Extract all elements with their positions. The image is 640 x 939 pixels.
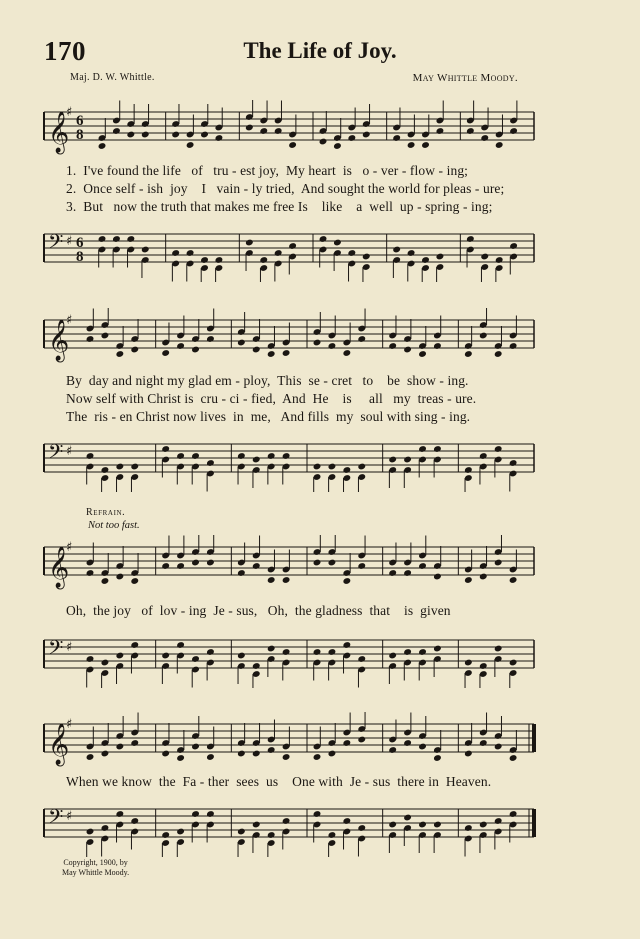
treble-staff-1 [40, 100, 540, 160]
refrain-label: Refrain. [86, 507, 126, 518]
note-head [101, 750, 110, 758]
note-head [494, 645, 503, 653]
note-head [479, 662, 488, 670]
note-head [403, 456, 412, 464]
note-head [333, 142, 342, 150]
note-head [357, 335, 366, 343]
note-head [403, 346, 412, 354]
note-head [115, 652, 124, 660]
note-head [115, 743, 124, 751]
note-head [480, 253, 489, 261]
note-head [509, 576, 518, 584]
note-head [313, 753, 322, 761]
note-head [418, 350, 427, 358]
treble-clef: 𝄞 [48, 112, 70, 153]
note-head [176, 641, 185, 649]
verse-1-line-1: 1. I've found the life of tru - est joy, My heart is o - ver - flow - ing; [66, 163, 469, 178]
key-signature-sharp: ♯ [66, 809, 73, 824]
note-head [267, 746, 276, 754]
note-head [328, 648, 337, 656]
note-head [115, 463, 124, 471]
note-head [480, 134, 489, 142]
copyright-line-1: Copyright, 1900, by [63, 858, 128, 867]
bass-clef: 𝄢 [48, 805, 64, 833]
note-head [319, 235, 328, 243]
note-head [509, 127, 518, 135]
note-head [494, 559, 503, 567]
note-head [288, 242, 297, 250]
note-head [86, 335, 95, 343]
note-head [313, 339, 322, 347]
key-signature-sharp: ♯ [66, 717, 73, 732]
note-head [176, 452, 185, 460]
bass-clef: 𝄢 [48, 440, 64, 468]
note-head [282, 349, 291, 357]
verse-3-line-1: 3. But now the truth that makes me free Is like a well up - spring - ing; [66, 199, 493, 214]
note-head [388, 569, 397, 577]
note-head [403, 739, 412, 747]
bass-staff-1 [40, 222, 540, 282]
note-head [433, 645, 442, 653]
note-head [237, 452, 246, 460]
note-head [282, 817, 291, 825]
note-head [237, 339, 246, 347]
note-head [206, 810, 215, 818]
note-head [191, 559, 200, 567]
note-head [215, 134, 224, 142]
note-head [403, 814, 412, 822]
note-head [479, 332, 488, 340]
note-head [407, 141, 416, 149]
hymn-number: 170 [44, 36, 86, 66]
note-head [237, 828, 246, 836]
note-head [342, 817, 351, 825]
note-head [252, 456, 261, 464]
note-head [466, 235, 475, 243]
note-head [282, 648, 291, 656]
note-head [206, 459, 215, 467]
note-head [328, 559, 337, 567]
note-head [342, 577, 351, 585]
note-head [259, 256, 268, 264]
note-head [288, 141, 297, 149]
note-head [141, 246, 150, 254]
note-head [347, 249, 356, 257]
bass-staff-4 [40, 797, 540, 857]
note-head [200, 131, 209, 139]
note-head [252, 346, 261, 354]
note-head [206, 753, 215, 761]
treble-clef: 𝄞 [48, 320, 70, 361]
bass-clef: 𝄢 [48, 636, 64, 664]
key-signature-sharp: ♯ [66, 540, 73, 555]
verse-2-line-1: 2. Once self - ish joy I vain - ly tried, And sought the world for pleas - ure; [66, 181, 505, 196]
note-head [388, 652, 397, 660]
note-head [98, 235, 107, 243]
note-head [342, 739, 351, 747]
note-head [86, 828, 95, 836]
note-head [347, 134, 356, 142]
note-head [436, 253, 445, 261]
note-head [237, 569, 246, 577]
note-head [191, 743, 200, 751]
note-head [494, 817, 503, 825]
note-head [421, 141, 430, 149]
note-head [328, 463, 337, 471]
note-head [403, 569, 412, 577]
note-head [176, 754, 185, 762]
note-head [200, 256, 209, 264]
note-head [357, 562, 366, 570]
note-head [86, 655, 95, 663]
note-head [237, 750, 246, 758]
note-head [479, 821, 488, 829]
note-head [418, 445, 427, 453]
note-head [274, 249, 283, 257]
note-head [252, 821, 261, 829]
note-head [86, 452, 95, 460]
note-head [274, 127, 283, 135]
note-head [328, 750, 337, 758]
note-head [98, 142, 107, 150]
note-head [433, 445, 442, 453]
treble-staff-2 [40, 308, 540, 368]
note-head [436, 127, 445, 135]
note-head [191, 810, 200, 818]
note-head [342, 466, 351, 474]
note-head [252, 662, 261, 670]
time-signature-bottom: 8 [76, 249, 84, 265]
note-head [464, 576, 473, 584]
time-signature-top: 6 [76, 113, 84, 129]
note-head [333, 239, 342, 247]
note-head [101, 824, 110, 832]
note-head [161, 349, 170, 357]
note-head [215, 256, 224, 264]
note-head [357, 655, 366, 663]
note-head [112, 127, 121, 135]
note-head [313, 810, 322, 818]
hymn-title: The Life of Joy. [243, 38, 397, 63]
note-head [176, 342, 185, 350]
note-head [206, 559, 215, 567]
note-head [342, 349, 351, 357]
note-head [392, 134, 401, 142]
verse-3-line-2: The ris - en Christ now lives in me, And fills my soul with sing - ing. [66, 409, 471, 424]
note-head [130, 817, 139, 825]
key-signature-sharp: ♯ [66, 444, 73, 459]
note-head [421, 256, 430, 264]
note-head [313, 648, 322, 656]
refrain-lyric-2: When we know the Fa - ther sees us One with Je - sus there in Heaven. [66, 774, 492, 789]
note-head [509, 459, 518, 467]
note-head [418, 648, 427, 656]
key-signature-sharp: ♯ [66, 313, 73, 328]
note-head [245, 124, 254, 132]
note-head [319, 138, 328, 146]
note-head [479, 739, 488, 747]
note-head [101, 577, 110, 585]
note-head [130, 346, 139, 354]
note-head [101, 332, 110, 340]
note-head [328, 342, 337, 350]
note-head [418, 821, 427, 829]
note-head [433, 821, 442, 829]
note-head [267, 831, 276, 839]
note-head [388, 342, 397, 350]
key-signature-sharp: ♯ [66, 105, 73, 120]
key-signature-sharp: ♯ [66, 640, 73, 655]
note-head [176, 828, 185, 836]
note-head [392, 246, 401, 254]
note-head [418, 743, 427, 751]
treble-clef: 𝄞 [48, 547, 70, 588]
note-head [313, 463, 322, 471]
treble-staff-4 [40, 712, 540, 772]
note-head [313, 559, 322, 567]
note-head [130, 641, 139, 649]
copyright-notice [62, 858, 129, 877]
note-head [171, 249, 180, 257]
note-head [206, 648, 215, 656]
note-head [86, 569, 95, 577]
note-head [171, 131, 180, 139]
note-head [433, 573, 442, 581]
note-head [267, 350, 276, 358]
bass-staff-2 [40, 432, 540, 492]
note-head [101, 466, 110, 474]
note-head [388, 746, 397, 754]
note-head [509, 810, 518, 818]
note-head [161, 831, 170, 839]
note-head [357, 736, 366, 744]
note-head [267, 576, 276, 584]
note-head [362, 131, 371, 139]
note-head [206, 335, 215, 343]
copyright-line-2: May Whittle Moody. [62, 867, 130, 877]
note-head [464, 750, 473, 758]
note-head [328, 831, 337, 839]
note-head [403, 648, 412, 656]
note-head [112, 235, 121, 243]
note-head [464, 466, 473, 474]
note-head [388, 821, 397, 829]
treble-clef: 𝄞 [48, 724, 70, 765]
note-head [282, 452, 291, 460]
note-head [161, 562, 170, 570]
bass-clef: 𝄢 [48, 230, 64, 258]
note-head [161, 445, 170, 453]
bass-staff-3 [40, 628, 540, 688]
lyricist-credit: Maj. D. W. Whittle. [70, 72, 155, 83]
note-head [130, 463, 139, 471]
note-head [161, 750, 170, 758]
note-head [115, 573, 124, 581]
note-head [407, 249, 416, 257]
note-head [252, 750, 261, 758]
note-head [161, 652, 170, 660]
note-head [267, 645, 276, 653]
note-head [509, 342, 518, 350]
note-head [267, 452, 276, 460]
note-head [252, 562, 261, 570]
treble-staff-3 [40, 535, 540, 595]
note-head [357, 824, 366, 832]
key-signature-sharp: ♯ [66, 234, 73, 249]
note-head [418, 562, 427, 570]
refrain-lyric-1: Oh, the joy of lov - ing Je - sus, Oh, the gladness that is given [66, 603, 451, 618]
note-head [464, 824, 473, 832]
note-head [357, 463, 366, 471]
verse-2-line-2: Now self with Christ is cru - ci - fied, And He is all my treas - ure. [66, 391, 477, 406]
note-head [433, 754, 442, 762]
note-head [509, 754, 518, 762]
verse-1-line-2: By day and night my glad em - ploy, This se - cret to be show - ing. [66, 373, 469, 388]
note-head [464, 659, 473, 667]
note-head [466, 127, 475, 135]
note-head [126, 235, 135, 243]
time-signature-bottom: 8 [76, 127, 84, 143]
note-head [191, 346, 200, 354]
note-head [245, 239, 254, 247]
note-head [464, 350, 473, 358]
note-head [115, 810, 124, 818]
note-head [495, 256, 504, 264]
note-head [342, 641, 351, 649]
note-head [479, 573, 488, 581]
note-head [126, 131, 135, 139]
composer-credit: May Whittle Moody. [412, 72, 518, 84]
note-head [115, 350, 124, 358]
note-head [282, 753, 291, 761]
note-head [509, 242, 518, 250]
note-head [494, 743, 503, 751]
note-head [191, 655, 200, 663]
note-head [259, 127, 268, 135]
note-head [282, 576, 291, 584]
note-head [130, 739, 139, 747]
note-head [130, 577, 139, 585]
time-signature-top: 6 [76, 235, 84, 251]
tempo-marking: Not too fast. [88, 520, 140, 531]
note-head [495, 141, 504, 149]
note-head [186, 249, 195, 257]
note-head [141, 131, 150, 139]
note-head [494, 350, 503, 358]
note-head [362, 253, 371, 261]
note-head [191, 452, 200, 460]
note-head [509, 659, 518, 667]
note-head [237, 652, 246, 660]
note-head [494, 445, 503, 453]
note-head [186, 141, 195, 149]
note-head [101, 659, 110, 667]
note-head [479, 452, 488, 460]
note-head [86, 753, 95, 761]
note-head [176, 562, 185, 570]
note-head [433, 342, 442, 350]
note-head [388, 456, 397, 464]
